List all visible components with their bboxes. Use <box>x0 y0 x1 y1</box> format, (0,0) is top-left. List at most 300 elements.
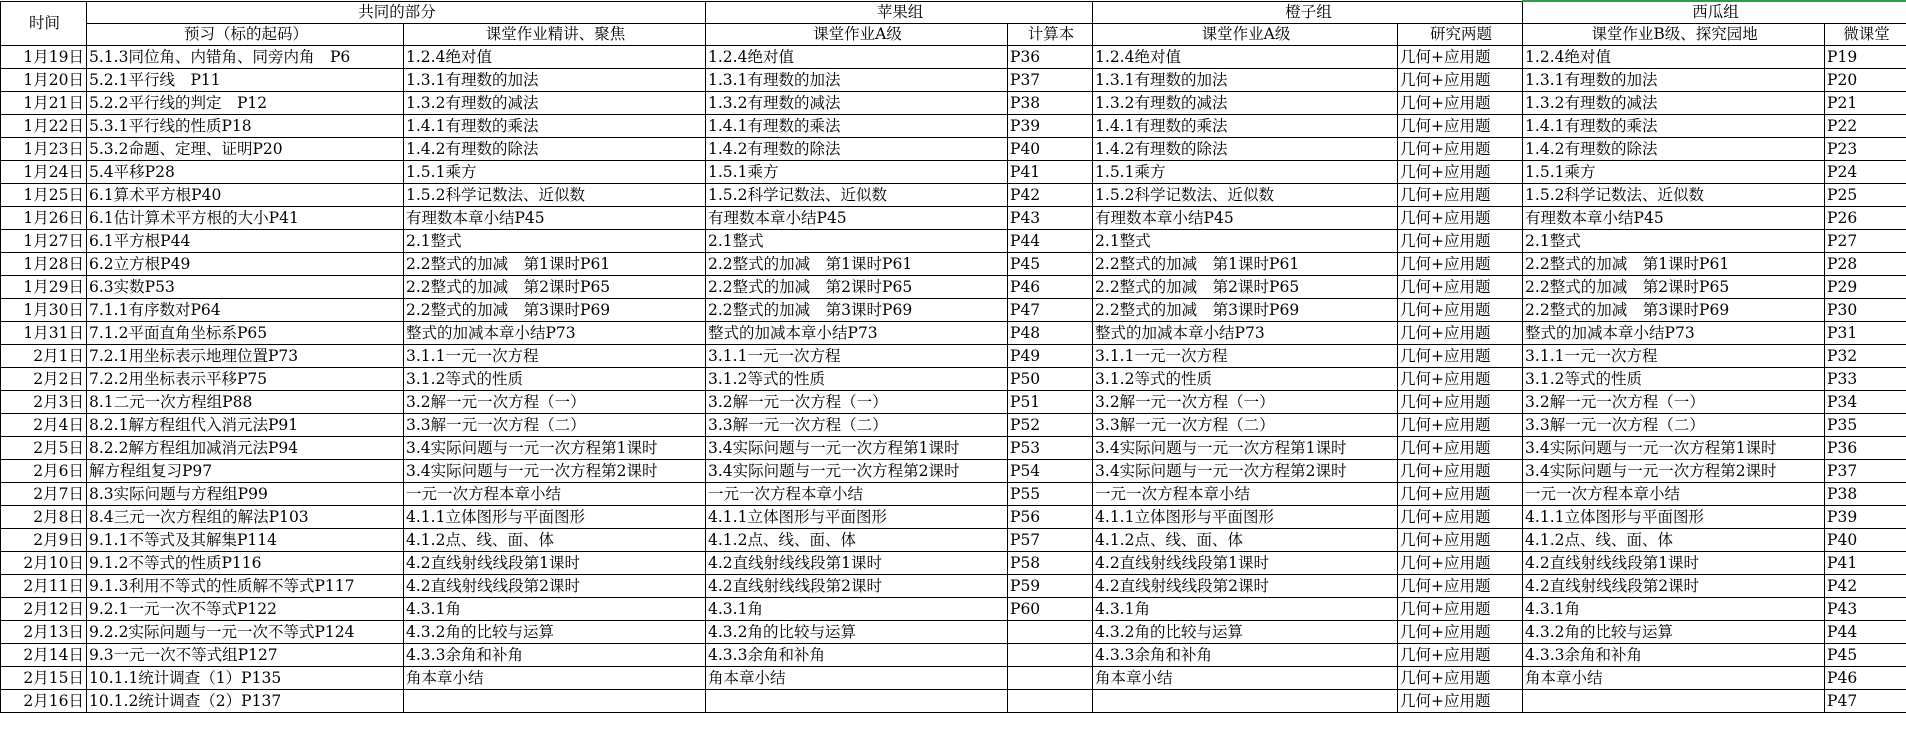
cell-apple-calc[interactable]: P48 <box>1008 322 1093 345</box>
schedule-body <box>1 46 1906 713</box>
cell-preview[interactable]: 5.2.2平行线的判定 P12 <box>87 92 404 115</box>
cell-apple-a[interactable]: 角本章小结 <box>706 667 1008 690</box>
cell-date[interactable]: 2月9日 <box>1 529 87 552</box>
cell-melon-micro[interactable]: P36 <box>1825 437 1906 460</box>
cell-apple-calc[interactable]: P43 <box>1008 207 1093 230</box>
cell-apple-a[interactable]: 1.3.2有理数的减法 <box>706 92 1008 115</box>
cell-preview[interactable]: 5.3.1平行线的性质P18 <box>87 115 404 138</box>
cell-orange-study[interactable]: 几何+应用题 <box>1398 506 1523 529</box>
cell-orange-a[interactable]: 3.4实际问题与一元一次方程第2课时 <box>1093 460 1398 483</box>
cell-orange-a[interactable]: 1.4.2有理数的除法 <box>1093 138 1398 161</box>
cell-date[interactable]: 2月3日 <box>1 391 87 414</box>
cell-melon-b[interactable]: 3.1.2等式的性质 <box>1523 368 1825 391</box>
cell-melon-micro[interactable]: P23 <box>1825 138 1906 161</box>
cell-orange-a[interactable]: 整式的加减本章小结P73 <box>1093 322 1398 345</box>
cell-apple-a[interactable]: 有理数本章小结P45 <box>706 207 1008 230</box>
cell-apple-calc[interactable]: P56 <box>1008 506 1093 529</box>
cell-orange-study[interactable]: 几何+应用题 <box>1398 345 1523 368</box>
cell-preview[interactable]: 5.2.1平行线 P11 <box>87 69 404 92</box>
group-header-apple[interactable]: 苹果组 <box>706 1 1093 24</box>
cell-apple-a[interactable]: 一元一次方程本章小结 <box>706 483 1008 506</box>
cell-lecture[interactable]: 1.2.4绝对值 <box>404 46 706 69</box>
table-row <box>1 276 1906 299</box>
column-header-row <box>1 24 1906 46</box>
cell-apple-a[interactable]: 4.3.2角的比较与运算 <box>706 621 1008 644</box>
cell-melon-micro[interactable]: P31 <box>1825 322 1906 345</box>
cell-lecture[interactable]: 4.1.2点、线、面、体 <box>404 529 706 552</box>
cell-orange-study[interactable]: 几何+应用题 <box>1398 690 1523 713</box>
table-row <box>1 690 1906 713</box>
cell-apple-calc[interactable]: P57 <box>1008 529 1093 552</box>
cell-orange-study[interactable]: 几何+应用题 <box>1398 92 1523 115</box>
cell-lecture[interactable]: 4.1.1立体图形与平面图形 <box>404 506 706 529</box>
cell-melon-micro[interactable]: P43 <box>1825 598 1906 621</box>
column-header-orange-a[interactable]: 课堂作业A级 <box>1093 24 1398 46</box>
cell-apple-a[interactable]: 2.2整式的加减 第2课时P65 <box>706 276 1008 299</box>
table-row <box>1 161 1906 184</box>
cell-melon-b[interactable]: 整式的加减本章小结P73 <box>1523 322 1825 345</box>
group-header-row <box>1 1 1906 24</box>
cell-melon-micro[interactable]: P30 <box>1825 299 1906 322</box>
cell-apple-a[interactable]: 4.3.3余角和补角 <box>706 644 1008 667</box>
cell-apple-a[interactable]: 2.2整式的加减 第3课时P69 <box>706 299 1008 322</box>
cell-melon-micro[interactable]: P34 <box>1825 391 1906 414</box>
cell-melon-micro[interactable]: P45 <box>1825 644 1906 667</box>
cell-melon-micro[interactable]: P40 <box>1825 529 1906 552</box>
cell-melon-micro[interactable]: P29 <box>1825 276 1906 299</box>
cell-apple-calc[interactable]: P58 <box>1008 552 1093 575</box>
cell-preview[interactable]: 10.1.2统计调查（2）P137 <box>87 690 404 713</box>
cell-orange-a[interactable]: 角本章小结 <box>1093 667 1398 690</box>
cell-orange-study[interactable]: 几何+应用题 <box>1398 483 1523 506</box>
table-row <box>1 529 1906 552</box>
cell-preview[interactable]: 8.3实际问题与方程组P99 <box>87 483 404 506</box>
cell-preview[interactable]: 6.1算术平方根P40 <box>87 184 404 207</box>
cell-apple-calc[interactable]: P47 <box>1008 299 1093 322</box>
cell-melon-b[interactable]: 4.1.1立体图形与平面图形 <box>1523 506 1825 529</box>
cell-apple-calc[interactable]: P45 <box>1008 253 1093 276</box>
cell-preview[interactable]: 5.4平移P28 <box>87 161 404 184</box>
cell-date[interactable]: 1月25日 <box>1 184 87 207</box>
cell-melon-b[interactable]: 1.3.1有理数的加法 <box>1523 69 1825 92</box>
column-header-lecture[interactable]: 课堂作业精讲、聚焦 <box>404 24 706 46</box>
time-header[interactable]: 时间 <box>1 1 87 46</box>
column-header-melon-micro[interactable]: 微课堂 <box>1825 24 1906 46</box>
cell-apple-a[interactable]: 3.1.1一元一次方程 <box>706 345 1008 368</box>
cell-apple-a[interactable]: 4.3.1角 <box>706 598 1008 621</box>
cell-orange-a[interactable]: 4.3.1角 <box>1093 598 1398 621</box>
table-row <box>1 345 1906 368</box>
cell-preview[interactable]: 9.3一元一次不等式组P127 <box>87 644 404 667</box>
cell-apple-calc[interactable]: P50 <box>1008 368 1093 391</box>
cell-date[interactable]: 2月8日 <box>1 506 87 529</box>
cell-orange-a[interactable]: 2.2整式的加减 第2课时P65 <box>1093 276 1398 299</box>
cell-orange-a[interactable]: 4.2直线射线线段第2课时 <box>1093 575 1398 598</box>
cell-melon-micro[interactable]: P41 <box>1825 552 1906 575</box>
cell-apple-a[interactable] <box>706 690 1008 713</box>
cell-date[interactable]: 1月21日 <box>1 92 87 115</box>
cell-melon-b[interactable]: 1.2.4绝对值 <box>1523 46 1825 69</box>
cell-date[interactable]: 2月14日 <box>1 644 87 667</box>
cell-apple-a[interactable]: 1.2.4绝对值 <box>706 46 1008 69</box>
group-header-orange[interactable]: 橙子组 <box>1093 1 1523 24</box>
cell-date[interactable]: 2月16日 <box>1 690 87 713</box>
cell-date[interactable]: 2月11日 <box>1 575 87 598</box>
cell-apple-calc[interactable]: P54 <box>1008 460 1093 483</box>
table-row <box>1 391 1906 414</box>
cell-date[interactable]: 1月27日 <box>1 230 87 253</box>
column-header-preview[interactable]: 预习（标的起码） <box>87 24 404 46</box>
cell-apple-calc[interactable]: P38 <box>1008 92 1093 115</box>
cell-lecture[interactable]: 有理数本章小结P45 <box>404 207 706 230</box>
cell-melon-b[interactable]: 有理数本章小结P45 <box>1523 207 1825 230</box>
cell-lecture[interactable]: 4.3.3余角和补角 <box>404 644 706 667</box>
cell-preview[interactable]: 9.2.2实际问题与一元一次不等式P124 <box>87 621 404 644</box>
table-row <box>1 667 1906 690</box>
cell-orange-a[interactable]: 4.3.3余角和补角 <box>1093 644 1398 667</box>
cell-apple-calc[interactable] <box>1008 644 1093 667</box>
cell-melon-micro[interactable]: P25 <box>1825 184 1906 207</box>
cell-apple-a[interactable]: 2.2整式的加减 第1课时P61 <box>706 253 1008 276</box>
cell-melon-micro[interactable]: P20 <box>1825 69 1906 92</box>
cell-orange-study[interactable]: 几何+应用题 <box>1398 299 1523 322</box>
cell-apple-calc[interactable] <box>1008 621 1093 644</box>
cell-lecture[interactable]: 3.3解一元一次方程（二） <box>404 414 706 437</box>
table-row <box>1 644 1906 667</box>
cell-melon-micro[interactable]: P21 <box>1825 92 1906 115</box>
table-row <box>1 115 1906 138</box>
cell-orange-a[interactable] <box>1093 690 1398 713</box>
cell-apple-calc[interactable]: P51 <box>1008 391 1093 414</box>
cell-melon-b[interactable]: 4.3.2角的比较与运算 <box>1523 621 1825 644</box>
cell-melon-micro[interactable]: P35 <box>1825 414 1906 437</box>
cell-lecture[interactable]: 4.2直线射线线段第2课时 <box>404 575 706 598</box>
cell-melon-micro[interactable]: P22 <box>1825 115 1906 138</box>
cell-orange-a[interactable]: 1.2.4绝对值 <box>1093 46 1398 69</box>
cell-melon-b[interactable]: 角本章小结 <box>1523 667 1825 690</box>
cell-orange-study[interactable]: 几何+应用题 <box>1398 368 1523 391</box>
cell-lecture[interactable]: 3.2解一元一次方程（一） <box>404 391 706 414</box>
cell-apple-a[interactable]: 3.4实际问题与一元一次方程第1课时 <box>706 437 1008 460</box>
cell-orange-a[interactable]: 4.1.2点、线、面、体 <box>1093 529 1398 552</box>
cell-orange-a[interactable]: 3.4实际问题与一元一次方程第1课时 <box>1093 437 1398 460</box>
cell-melon-b[interactable]: 3.1.1一元一次方程 <box>1523 345 1825 368</box>
cell-melon-b[interactable]: 1.5.1乘方 <box>1523 161 1825 184</box>
cell-apple-calc[interactable]: P53 <box>1008 437 1093 460</box>
cell-orange-study[interactable]: 几何+应用题 <box>1398 115 1523 138</box>
cell-date[interactable]: 1月24日 <box>1 161 87 184</box>
group-header-melon[interactable]: 西瓜组 <box>1523 1 1906 24</box>
cell-apple-a[interactable]: 1.5.2科学记数法、近似数 <box>706 184 1008 207</box>
table-row <box>1 414 1906 437</box>
cell-melon-b[interactable]: 2.1整式 <box>1523 230 1825 253</box>
cell-lecture[interactable]: 3.4实际问题与一元一次方程第2课时 <box>404 460 706 483</box>
cell-apple-a[interactable]: 3.4实际问题与一元一次方程第2课时 <box>706 460 1008 483</box>
cell-melon-micro[interactable]: P19 <box>1825 46 1906 69</box>
cell-orange-a[interactable]: 4.2直线射线线段第1课时 <box>1093 552 1398 575</box>
cell-apple-a[interactable]: 整式的加减本章小结P73 <box>706 322 1008 345</box>
cell-orange-study[interactable]: 几何+应用题 <box>1398 414 1523 437</box>
cell-orange-study[interactable]: 几何+应用题 <box>1398 276 1523 299</box>
cell-apple-calc[interactable]: P40 <box>1008 138 1093 161</box>
cell-orange-a[interactable]: 4.3.2角的比较与运算 <box>1093 621 1398 644</box>
cell-orange-study[interactable]: 几何+应用题 <box>1398 529 1523 552</box>
cell-date[interactable]: 1月22日 <box>1 115 87 138</box>
cell-preview[interactable]: 5.3.2命题、定理、证明P20 <box>87 138 404 161</box>
cell-orange-study[interactable]: 几何+应用题 <box>1398 322 1523 345</box>
cell-melon-b[interactable]: 2.2整式的加减 第1课时P61 <box>1523 253 1825 276</box>
cell-orange-a[interactable]: 1.3.2有理数的减法 <box>1093 92 1398 115</box>
cell-preview[interactable]: 解方程组复习P97 <box>87 460 404 483</box>
cell-orange-a[interactable]: 2.2整式的加减 第1课时P61 <box>1093 253 1398 276</box>
cell-melon-b[interactable]: 1.5.2科学记数法、近似数 <box>1523 184 1825 207</box>
cell-orange-study[interactable]: 几何+应用题 <box>1398 575 1523 598</box>
cell-melon-micro[interactable]: P46 <box>1825 667 1906 690</box>
cell-apple-calc[interactable]: P41 <box>1008 161 1093 184</box>
cell-apple-a[interactable]: 3.3解一元一次方程（二） <box>706 414 1008 437</box>
table-row <box>1 483 1906 506</box>
cell-lecture[interactable]: 4.2直线射线线段第1课时 <box>404 552 706 575</box>
cell-orange-a[interactable]: 3.3解一元一次方程（二） <box>1093 414 1398 437</box>
cell-date[interactable]: 2月7日 <box>1 483 87 506</box>
cell-melon-b[interactable]: 1.3.2有理数的减法 <box>1523 92 1825 115</box>
cell-orange-study[interactable]: 几何+应用题 <box>1398 598 1523 621</box>
cell-orange-study[interactable]: 几何+应用题 <box>1398 621 1523 644</box>
cell-lecture[interactable]: 角本章小结 <box>404 667 706 690</box>
cell-preview[interactable]: 8.1二元一次方程组P88 <box>87 391 404 414</box>
cell-apple-calc[interactable] <box>1008 690 1093 713</box>
cell-apple-a[interactable]: 1.3.1有理数的加法 <box>706 69 1008 92</box>
cell-orange-study[interactable]: 几何+应用题 <box>1398 138 1523 161</box>
column-header-apple-a[interactable]: 课堂作业A级 <box>706 24 1008 46</box>
cell-apple-calc[interactable]: P39 <box>1008 115 1093 138</box>
cell-date[interactable]: 2月1日 <box>1 345 87 368</box>
cell-preview[interactable]: 6.1估计算术平方根的大小P41 <box>87 207 404 230</box>
cell-lecture[interactable]: 1.3.1有理数的加法 <box>404 69 706 92</box>
column-header-apple-calc[interactable]: 计算本 <box>1008 24 1093 46</box>
cell-melon-micro[interactable]: P42 <box>1825 575 1906 598</box>
cell-melon-b[interactable]: 1.4.2有理数的除法 <box>1523 138 1825 161</box>
cell-apple-a[interactable]: 4.1.2点、线、面、体 <box>706 529 1008 552</box>
cell-lecture[interactable]: 4.3.1角 <box>404 598 706 621</box>
cell-orange-a[interactable]: 1.3.1有理数的加法 <box>1093 69 1398 92</box>
cell-lecture[interactable]: 1.5.2科学记数法、近似数 <box>404 184 706 207</box>
cell-orange-a[interactable]: 1.5.2科学记数法、近似数 <box>1093 184 1398 207</box>
cell-lecture[interactable]: 1.5.1乘方 <box>404 161 706 184</box>
cell-lecture[interactable]: 3.1.1一元一次方程 <box>404 345 706 368</box>
cell-date[interactable]: 2月5日 <box>1 437 87 460</box>
cell-melon-micro[interactable]: P38 <box>1825 483 1906 506</box>
cell-apple-calc[interactable]: P36 <box>1008 46 1093 69</box>
cell-orange-study[interactable]: 几何+应用题 <box>1398 46 1523 69</box>
table-row <box>1 69 1906 92</box>
cell-preview[interactable]: 7.2.2用坐标表示平移P75 <box>87 368 404 391</box>
cell-melon-b[interactable]: 2.2整式的加减 第3课时P69 <box>1523 299 1825 322</box>
cell-orange-a[interactable]: 2.1整式 <box>1093 230 1398 253</box>
table-row <box>1 207 1906 230</box>
cell-preview[interactable]: 7.2.1用坐标表示地理位置P73 <box>87 345 404 368</box>
cell-date[interactable]: 2月13日 <box>1 621 87 644</box>
cell-date[interactable]: 1月20日 <box>1 69 87 92</box>
cell-lecture[interactable]: 2.2整式的加减 第2课时P65 <box>404 276 706 299</box>
cell-orange-a[interactable]: 1.4.1有理数的乘法 <box>1093 115 1398 138</box>
cell-apple-a[interactable]: 1.5.1乘方 <box>706 161 1008 184</box>
cell-preview[interactable]: 9.1.1不等式及其解集P114 <box>87 529 404 552</box>
cell-melon-micro[interactable]: P47 <box>1825 690 1906 713</box>
cell-lecture[interactable]: 4.3.2角的比较与运算 <box>404 621 706 644</box>
cell-orange-a[interactable]: 有理数本章小结P45 <box>1093 207 1398 230</box>
cell-apple-calc[interactable]: P37 <box>1008 69 1093 92</box>
cell-date[interactable]: 2月4日 <box>1 414 87 437</box>
cell-lecture[interactable]: 1.4.1有理数的乘法 <box>404 115 706 138</box>
cell-orange-a[interactable]: 3.1.1一元一次方程 <box>1093 345 1398 368</box>
cell-melon-b[interactable]: 3.3解一元一次方程（二） <box>1523 414 1825 437</box>
cell-orange-a[interactable]: 3.1.2等式的性质 <box>1093 368 1398 391</box>
cell-orange-a[interactable]: 3.2解一元一次方程（一） <box>1093 391 1398 414</box>
cell-preview[interactable]: 8.2.1解方程组代入消元法P91 <box>87 414 404 437</box>
cell-melon-micro[interactable]: P37 <box>1825 460 1906 483</box>
cell-apple-calc[interactable]: P60 <box>1008 598 1093 621</box>
cell-date[interactable]: 1月28日 <box>1 253 87 276</box>
cell-lecture[interactable]: 3.1.2等式的性质 <box>404 368 706 391</box>
table-row <box>1 92 1906 115</box>
cell-orange-a[interactable]: 4.1.1立体图形与平面图形 <box>1093 506 1398 529</box>
cell-preview[interactable]: 6.1平方根P44 <box>87 230 404 253</box>
cell-preview[interactable]: 9.1.2不等式的性质P116 <box>87 552 404 575</box>
cell-lecture[interactable]: 3.4实际问题与一元一次方程第1课时 <box>404 437 706 460</box>
cell-orange-a[interactable]: 2.2整式的加减 第3课时P69 <box>1093 299 1398 322</box>
cell-preview[interactable]: 9.2.1一元一次不等式P122 <box>87 598 404 621</box>
cell-lecture[interactable]: 整式的加减本章小结P73 <box>404 322 706 345</box>
cell-apple-calc[interactable]: P59 <box>1008 575 1093 598</box>
cell-orange-study[interactable]: 几何+应用题 <box>1398 207 1523 230</box>
cell-orange-a[interactable]: 1.5.1乘方 <box>1093 161 1398 184</box>
cell-preview[interactable]: 6.2立方根P49 <box>87 253 404 276</box>
cell-preview[interactable]: 7.1.1有序数对P64 <box>87 299 404 322</box>
cell-apple-a[interactable]: 4.2直线射线线段第1课时 <box>706 552 1008 575</box>
cell-melon-b[interactable]: 3.4实际问题与一元一次方程第1课时 <box>1523 437 1825 460</box>
cell-date[interactable]: 1月26日 <box>1 207 87 230</box>
group-header-common[interactable]: 共同的部分 <box>87 1 706 24</box>
table-row <box>1 437 1906 460</box>
cell-orange-study[interactable]: 几何+应用题 <box>1398 391 1523 414</box>
cell-orange-study[interactable]: 几何+应用题 <box>1398 184 1523 207</box>
cell-orange-study[interactable]: 几何+应用题 <box>1398 460 1523 483</box>
cell-melon-b[interactable]: 4.3.1角 <box>1523 598 1825 621</box>
table-row <box>1 253 1906 276</box>
cell-preview[interactable]: 5.1.3同位角、内错角、同旁内角 P6 <box>87 46 404 69</box>
cell-melon-b[interactable]: 4.2直线射线线段第2课时 <box>1523 575 1825 598</box>
cell-lecture[interactable] <box>404 690 706 713</box>
cell-lecture[interactable]: 2.2整式的加减 第3课时P69 <box>404 299 706 322</box>
cell-orange-study[interactable]: 几何+应用题 <box>1398 437 1523 460</box>
cell-date[interactable]: 2月15日 <box>1 667 87 690</box>
cell-date[interactable]: 2月12日 <box>1 598 87 621</box>
cell-orange-study[interactable]: 几何+应用题 <box>1398 230 1523 253</box>
cell-melon-b[interactable]: 3.4实际问题与一元一次方程第2课时 <box>1523 460 1825 483</box>
cell-melon-micro[interactable]: P27 <box>1825 230 1906 253</box>
cell-melon-b[interactable]: 2.2整式的加减 第2课时P65 <box>1523 276 1825 299</box>
cell-melon-b[interactable] <box>1523 690 1825 713</box>
cell-lecture[interactable]: 一元一次方程本章小结 <box>404 483 706 506</box>
cell-apple-calc[interactable] <box>1008 667 1093 690</box>
cell-apple-a[interactable]: 1.4.2有理数的除法 <box>706 138 1008 161</box>
cell-lecture[interactable]: 1.3.2有理数的减法 <box>404 92 706 115</box>
cell-melon-b[interactable]: 一元一次方程本章小结 <box>1523 483 1825 506</box>
cell-lecture[interactable]: 1.4.2有理数的除法 <box>404 138 706 161</box>
cell-orange-study[interactable]: 几何+应用题 <box>1398 644 1523 667</box>
column-header-melon-b[interactable]: 课堂作业B级、探究园地 <box>1523 24 1825 46</box>
cell-apple-calc[interactable]: P46 <box>1008 276 1093 299</box>
cell-apple-a[interactable]: 3.2解一元一次方程（一） <box>706 391 1008 414</box>
cell-preview[interactable]: 7.1.2平面直角坐标系P65 <box>87 322 404 345</box>
table-row <box>1 460 1906 483</box>
cell-melon-micro[interactable]: P26 <box>1825 207 1906 230</box>
cell-melon-micro[interactable]: P44 <box>1825 621 1906 644</box>
cell-apple-calc[interactable]: P42 <box>1008 184 1093 207</box>
cell-date[interactable]: 2月6日 <box>1 460 87 483</box>
cell-preview[interactable]: 6.3实数P53 <box>87 276 404 299</box>
cell-date[interactable]: 2月10日 <box>1 552 87 575</box>
cell-apple-a[interactable]: 4.2直线射线线段第2课时 <box>706 575 1008 598</box>
cell-apple-a[interactable]: 3.1.2等式的性质 <box>706 368 1008 391</box>
cell-melon-b[interactable]: 1.4.1有理数的乘法 <box>1523 115 1825 138</box>
table-row <box>1 184 1906 207</box>
cell-melon-b[interactable]: 4.1.2点、线、面、体 <box>1523 529 1825 552</box>
cell-melon-b[interactable]: 4.3.3余角和补角 <box>1523 644 1825 667</box>
cell-orange-a[interactable]: 一元一次方程本章小结 <box>1093 483 1398 506</box>
cell-date[interactable]: 1月19日 <box>1 46 87 69</box>
table-row <box>1 621 1906 644</box>
cell-preview[interactable]: 8.4三元一次方程组的解法P103 <box>87 506 404 529</box>
cell-melon-micro[interactable]: P33 <box>1825 368 1906 391</box>
table-row <box>1 138 1906 161</box>
cell-apple-calc[interactable]: P44 <box>1008 230 1093 253</box>
cell-orange-study[interactable]: 几何+应用题 <box>1398 253 1523 276</box>
cell-date[interactable]: 1月31日 <box>1 322 87 345</box>
cell-date[interactable]: 2月2日 <box>1 368 87 391</box>
cell-melon-micro[interactable]: P24 <box>1825 161 1906 184</box>
cell-melon-micro[interactable]: P39 <box>1825 506 1906 529</box>
cell-apple-a[interactable]: 1.4.1有理数的乘法 <box>706 115 1008 138</box>
cell-melon-micro[interactable]: P28 <box>1825 253 1906 276</box>
cell-apple-a[interactable]: 4.1.1立体图形与平面图形 <box>706 506 1008 529</box>
cell-orange-study[interactable]: 几何+应用题 <box>1398 667 1523 690</box>
cell-orange-study[interactable]: 几何+应用题 <box>1398 69 1523 92</box>
cell-orange-study[interactable]: 几何+应用题 <box>1398 552 1523 575</box>
cell-apple-calc[interactable]: P55 <box>1008 483 1093 506</box>
cell-date[interactable]: 1月29日 <box>1 276 87 299</box>
cell-apple-calc[interactable]: P52 <box>1008 414 1093 437</box>
table-row <box>1 230 1906 253</box>
cell-preview[interactable]: 8.2.2解方程组加减消元法P94 <box>87 437 404 460</box>
cell-apple-calc[interactable]: P49 <box>1008 345 1093 368</box>
cell-date[interactable]: 1月23日 <box>1 138 87 161</box>
cell-melon-b[interactable]: 4.2直线射线线段第1课时 <box>1523 552 1825 575</box>
cell-melon-b[interactable]: 3.2解一元一次方程（一） <box>1523 391 1825 414</box>
cell-orange-study[interactable]: 几何+应用题 <box>1398 161 1523 184</box>
cell-lecture[interactable]: 2.1整式 <box>404 230 706 253</box>
cell-preview[interactable]: 10.1.1统计调查（1）P135 <box>87 667 404 690</box>
cell-lecture[interactable]: 2.2整式的加减 第1课时P61 <box>404 253 706 276</box>
cell-melon-micro[interactable]: P32 <box>1825 345 1906 368</box>
table-row <box>1 368 1906 391</box>
cell-date[interactable]: 1月30日 <box>1 299 87 322</box>
cell-apple-a[interactable]: 2.1整式 <box>706 230 1008 253</box>
table-row <box>1 322 1906 345</box>
cell-preview[interactable]: 9.1.3利用不等式的性质解不等式P117 <box>87 575 404 598</box>
column-header-orange-study[interactable]: 研究两题 <box>1398 24 1523 46</box>
